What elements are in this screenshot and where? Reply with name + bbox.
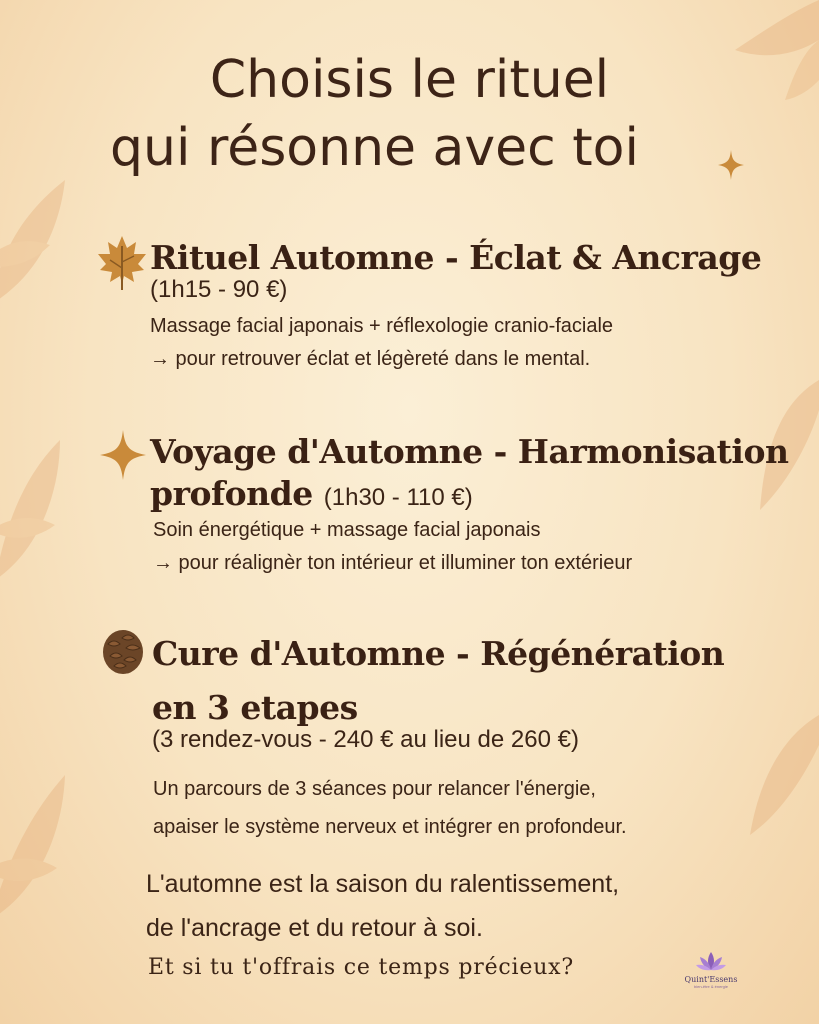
pinecone-icon bbox=[100, 626, 146, 676]
closing-question: Et si tu t'offrais ce temps précieux? bbox=[148, 955, 574, 980]
offer-description-line-2: apaiser le système nerveux et intégrer en profondeur. bbox=[153, 816, 627, 838]
offer-description-line-2: → pour retrouver éclat et légèreté dans le mental. bbox=[150, 348, 591, 370]
maple-leaf-icon bbox=[96, 234, 148, 294]
offer-description-line-1: Soin énergétique + massage facial japonais bbox=[153, 519, 541, 541]
title-line-2: qui résonne avec toi bbox=[110, 118, 639, 178]
sparkle-icon bbox=[718, 150, 744, 180]
leaf-decoration-left-top bbox=[0, 175, 70, 315]
offer-title-line-1: Voyage d'Automne - Harmonisation bbox=[150, 432, 789, 471]
brand-tagline: bien-être & énergie bbox=[693, 984, 729, 989]
offer-title-line-2: profonde bbox=[150, 474, 313, 513]
offer-description-line-1: Massage facial japonais + réflexologie cranio-faciale bbox=[150, 315, 614, 337]
offer-price: (3 rendez-vous - 240 € au lieu de 260 €) bbox=[152, 726, 579, 753]
closing-message bbox=[146, 862, 619, 950]
offer-title-line-2: en 3 etapes bbox=[152, 688, 358, 727]
closing-line-2: de l'ancrage et du retour à soi. bbox=[146, 914, 483, 942]
offer-price: (1h15 - 90 €) bbox=[150, 276, 288, 303]
lotus-icon bbox=[696, 950, 726, 972]
sparkle-icon bbox=[100, 430, 146, 480]
closing-line-1: L'automne est la saison du ralentissement, bbox=[146, 870, 620, 898]
title-line-1: Choisis le rituel bbox=[209, 50, 610, 110]
page-title bbox=[0, 46, 819, 182]
leaf-decoration-left-mid bbox=[0, 430, 70, 590]
offer-title: Rituel Automne - Éclat & Ancrage bbox=[150, 238, 762, 277]
leaf-decoration-right-bottom bbox=[745, 710, 819, 840]
brand-logo bbox=[680, 950, 742, 989]
offer-price: (1h30 - 110 €) bbox=[323, 484, 473, 511]
brand-name: Quint'Essens bbox=[684, 975, 738, 984]
leaf-decoration-left-bottom bbox=[0, 760, 75, 930]
offer-title-line-1: Cure d'Automne - Régénération bbox=[152, 634, 725, 673]
offer-description-line-1: Un parcours de 3 séances pour relancer l'énergie, bbox=[153, 778, 596, 800]
offer-description-line-2: → pour réalignèr ton intérieur et illuminer ton extérieur bbox=[153, 552, 633, 574]
offer-title-line-2-with-price bbox=[150, 474, 788, 518]
